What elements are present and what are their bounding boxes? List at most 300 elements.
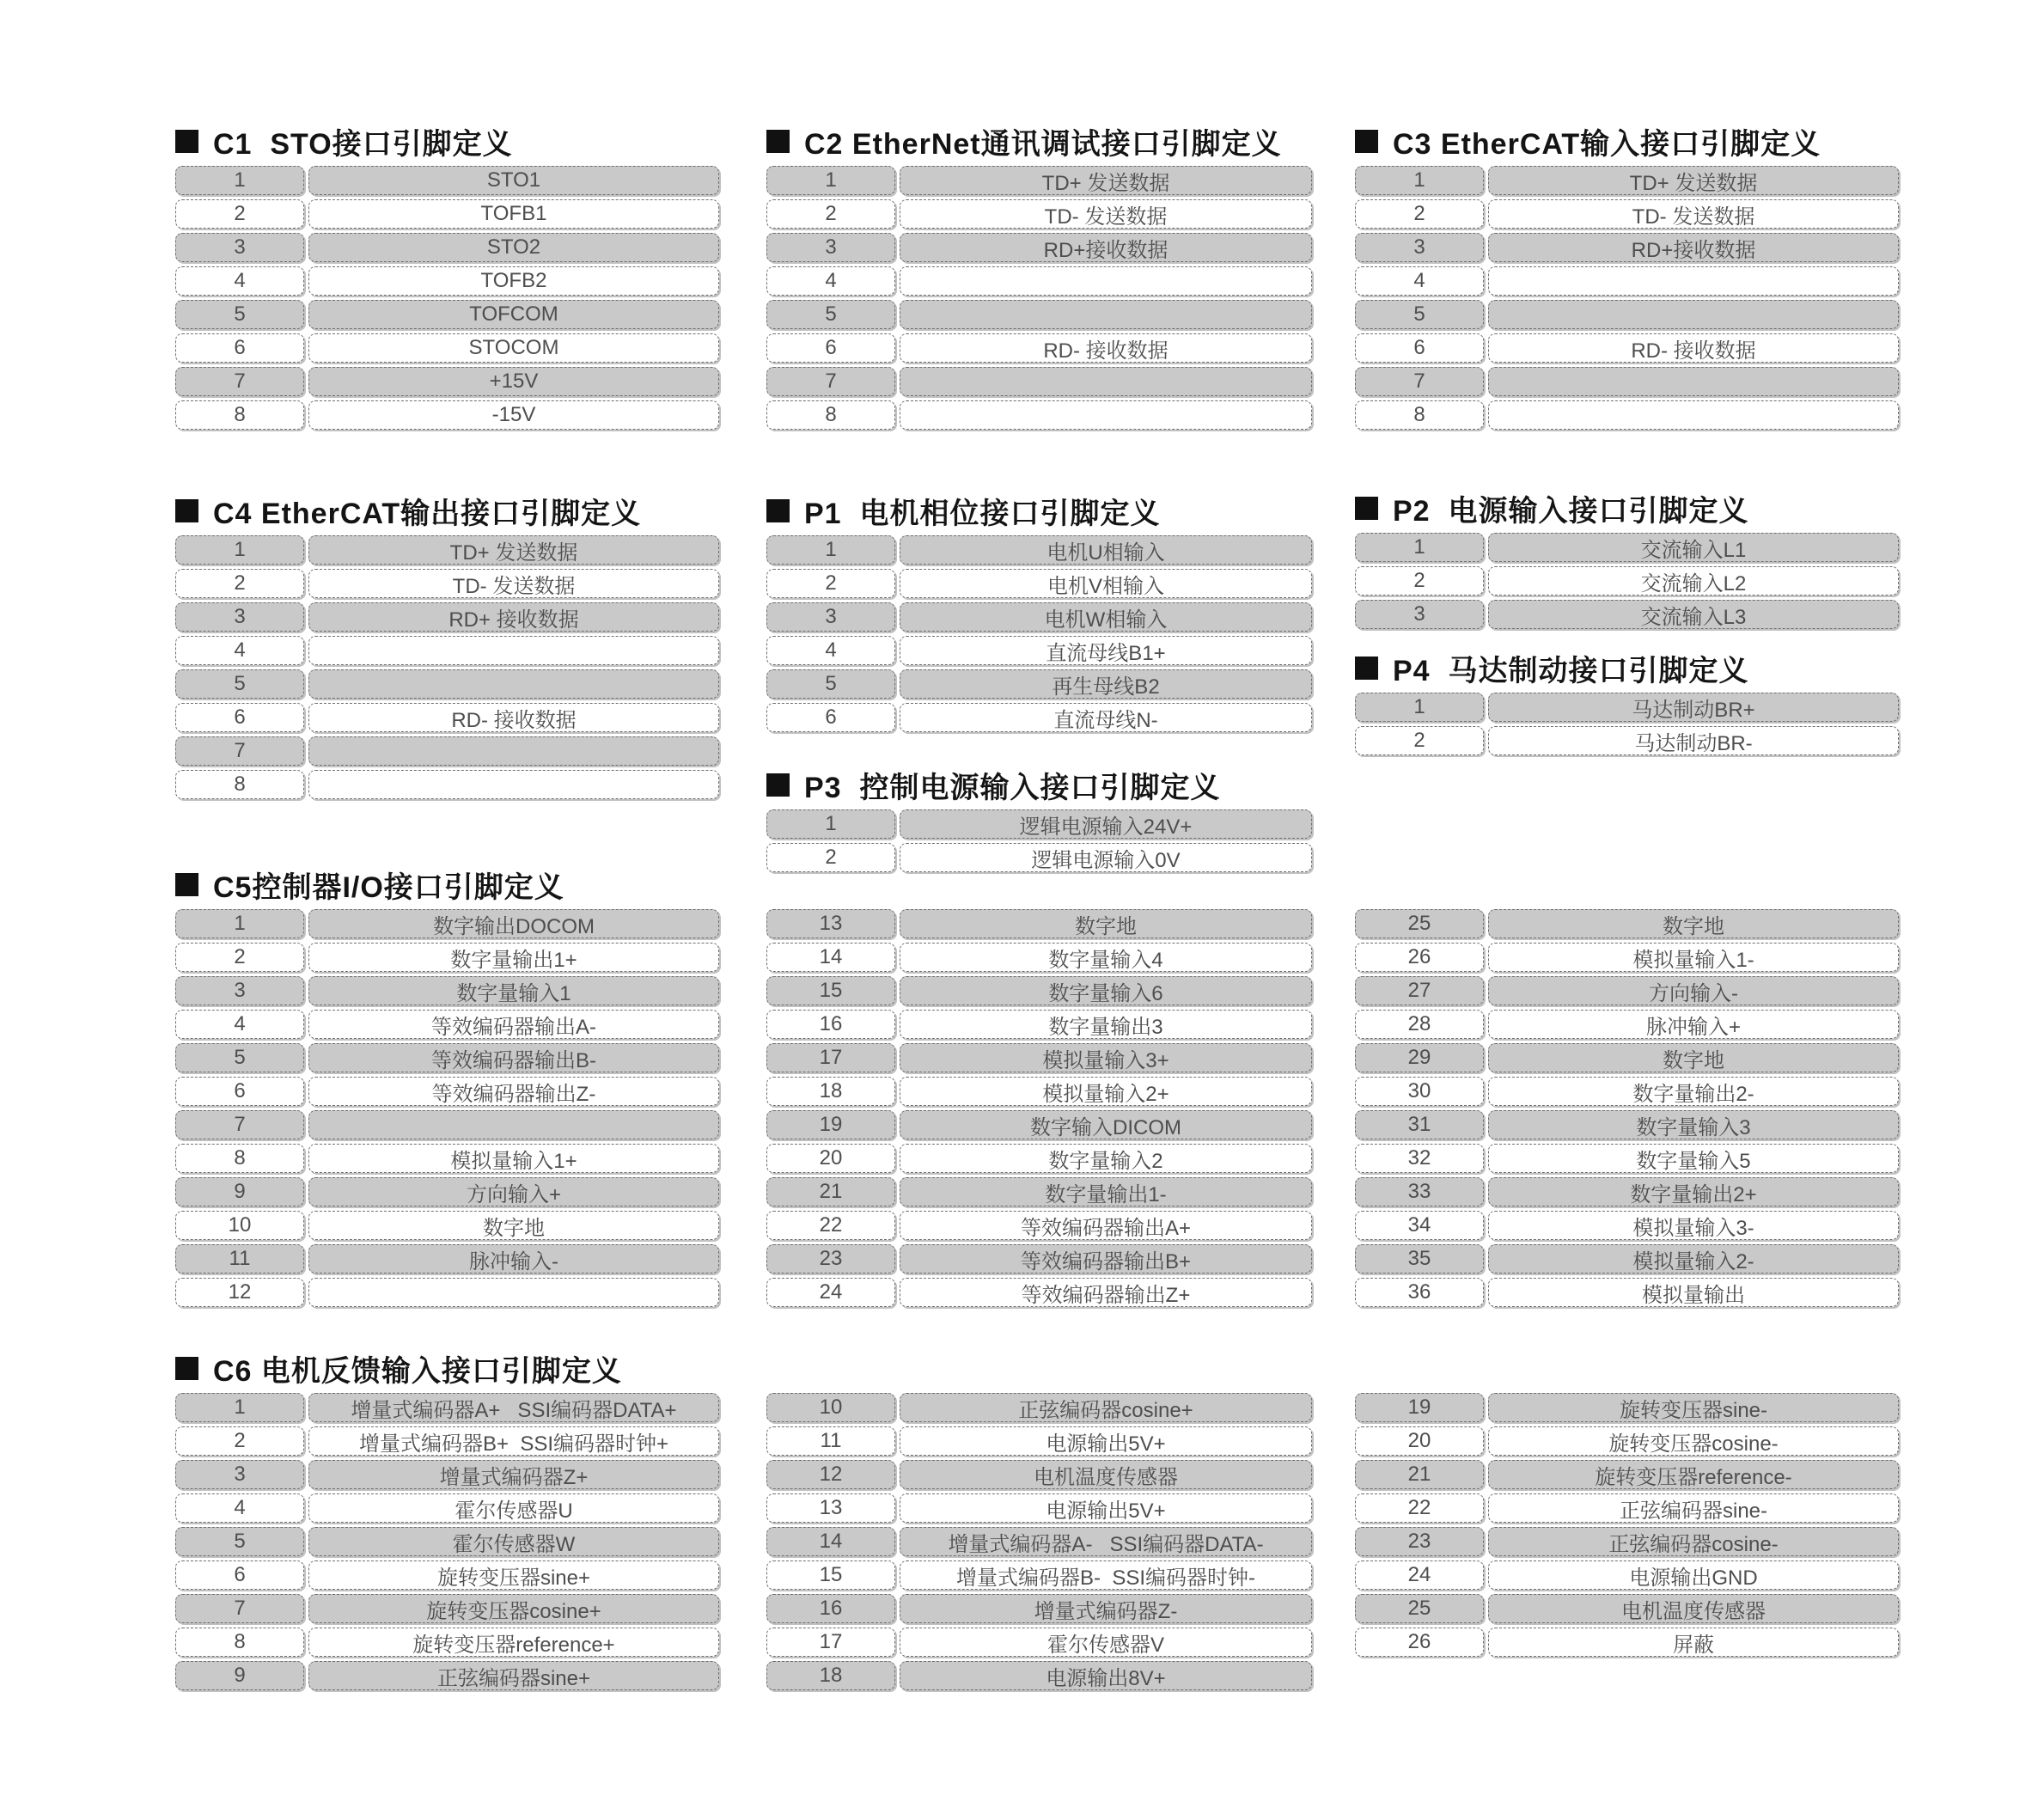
pin-number-cell: 17 bbox=[766, 1043, 895, 1072]
pin-number-cell: 2 bbox=[175, 943, 304, 972]
pin-number-cell: 1 bbox=[766, 166, 895, 195]
pin-row bbox=[175, 333, 719, 363]
pin-row bbox=[766, 1661, 1312, 1690]
pin-row bbox=[766, 943, 1312, 972]
pin-row bbox=[175, 1244, 719, 1273]
section-c4-title bbox=[175, 492, 719, 529]
section-p1-title bbox=[766, 492, 1312, 529]
pin-row bbox=[766, 669, 1312, 699]
section-p2 bbox=[1355, 489, 1899, 633]
section-bullet-icon bbox=[175, 130, 198, 153]
pin-table-p1 bbox=[766, 535, 1312, 732]
pin-row bbox=[175, 1460, 719, 1489]
pin-row bbox=[1355, 1560, 1899, 1590]
pin-description-cell: 旋转变压器cosine+ bbox=[308, 1594, 719, 1623]
pin-description-cell: 电源输出8V+ bbox=[900, 1661, 1312, 1690]
section-bullet-icon bbox=[766, 773, 790, 797]
pin-description-cell: 等效编码器输出A+ bbox=[900, 1211, 1312, 1240]
pin-row bbox=[1355, 1077, 1899, 1106]
pin-row bbox=[766, 233, 1312, 262]
pin-number-cell: 1 bbox=[766, 535, 895, 565]
pin-row bbox=[766, 809, 1312, 839]
pin-row bbox=[175, 1278, 719, 1307]
pin-row bbox=[766, 1426, 1312, 1456]
pin-description-cell: 旋转变压器sine- bbox=[1488, 1393, 1899, 1422]
pin-description-cell: 等效编码器输出Z+ bbox=[900, 1278, 1312, 1307]
section-p4-title bbox=[1355, 649, 1899, 687]
pin-row bbox=[1355, 1460, 1899, 1489]
pin-number-cell: 4 bbox=[766, 636, 895, 665]
pin-row bbox=[766, 1527, 1312, 1556]
pin-row bbox=[766, 1493, 1312, 1523]
pin-row bbox=[1355, 1177, 1899, 1206]
pin-description-cell bbox=[308, 1278, 719, 1307]
pin-row bbox=[175, 1661, 719, 1690]
pin-number-cell: 5 bbox=[175, 1527, 304, 1556]
pin-number-cell: 6 bbox=[175, 333, 304, 363]
pin-row bbox=[1355, 1594, 1899, 1623]
section-p3 bbox=[766, 766, 1312, 876]
pin-description-cell: 增量式编码器A+ SSI编码器DATA+ bbox=[308, 1393, 719, 1422]
pin-description-cell: 等效编码器输出B+ bbox=[900, 1244, 1312, 1273]
pin-row bbox=[766, 1077, 1312, 1106]
pin-row bbox=[1355, 533, 1899, 562]
pin-row bbox=[175, 166, 719, 195]
pin-number-cell: 2 bbox=[175, 1426, 304, 1456]
pin-number-cell: 14 bbox=[766, 943, 895, 972]
section-c5 bbox=[175, 865, 719, 1311]
pin-number-cell: 9 bbox=[175, 1661, 304, 1690]
section-bullet-icon bbox=[1355, 657, 1378, 680]
pin-description-cell bbox=[308, 770, 719, 799]
pin-row bbox=[175, 943, 719, 972]
pin-description-cell: 数字地 bbox=[1488, 1043, 1899, 1072]
section-p3-title bbox=[766, 766, 1312, 803]
section-bullet-icon bbox=[175, 873, 198, 896]
pin-row bbox=[766, 703, 1312, 732]
section-c2-title bbox=[766, 122, 1312, 160]
pin-description-cell: 数字量输出1- bbox=[900, 1177, 1312, 1206]
pin-row bbox=[175, 602, 719, 632]
pin-description-cell: 数字量输入5 bbox=[1488, 1144, 1899, 1173]
pin-description-cell bbox=[1488, 400, 1899, 430]
pin-description-cell: 电机温度传感器 bbox=[1488, 1594, 1899, 1623]
pin-description-cell: 数字量输入4 bbox=[900, 943, 1312, 972]
pin-description-cell: 数字地 bbox=[308, 1211, 719, 1240]
pin-number-cell: 10 bbox=[766, 1393, 895, 1422]
pin-description-cell: 增量式编码器B+ SSI编码器时钟+ bbox=[308, 1426, 719, 1456]
pin-row bbox=[766, 909, 1312, 938]
pin-description-cell bbox=[1488, 300, 1899, 329]
pin-description-cell: 数字输出DOCOM bbox=[308, 909, 719, 938]
pin-description-cell: 霍尔传感器U bbox=[308, 1493, 719, 1523]
pin-number-cell: 5 bbox=[175, 1043, 304, 1072]
pin-number-cell: 7 bbox=[175, 367, 304, 396]
section-c4-title-text: C4 EtherCAT输出接口引脚定义 bbox=[213, 497, 642, 530]
pin-description-cell: 方向输入+ bbox=[308, 1177, 719, 1206]
pin-number-cell: 19 bbox=[1355, 1393, 1484, 1422]
pin-number-cell: 18 bbox=[766, 1661, 895, 1690]
pin-number-cell: 34 bbox=[1355, 1211, 1484, 1240]
pin-description-cell: 数字量输入6 bbox=[900, 976, 1312, 1005]
pin-row bbox=[766, 535, 1312, 565]
pin-table-c2 bbox=[766, 166, 1312, 430]
pin-description-cell: 增量式编码器B- SSI编码器时钟- bbox=[900, 1560, 1312, 1590]
pin-row bbox=[1355, 726, 1899, 755]
pin-number-cell: 23 bbox=[766, 1244, 895, 1273]
pin-number-cell: 16 bbox=[766, 1594, 895, 1623]
pin-description-cell: 逻辑电源输入24V+ bbox=[900, 809, 1312, 839]
pin-number-cell: 4 bbox=[1355, 266, 1484, 296]
pin-row bbox=[175, 300, 719, 329]
pin-description-cell: 电源输出GND bbox=[1488, 1560, 1899, 1590]
pin-row bbox=[766, 1211, 1312, 1240]
pin-row bbox=[175, 1493, 719, 1523]
pin-number-cell: 1 bbox=[1355, 693, 1484, 722]
pin-row bbox=[175, 1010, 719, 1039]
section-p2-title bbox=[1355, 489, 1899, 527]
pin-description-cell: 正弦编码器cosine+ bbox=[900, 1393, 1312, 1422]
pin-table-c1 bbox=[175, 166, 719, 430]
section-bullet-icon bbox=[766, 130, 790, 153]
pin-row bbox=[766, 1628, 1312, 1657]
pin-description-cell: 电机U相输入 bbox=[900, 535, 1312, 565]
pin-description-cell: TOFB1 bbox=[308, 199, 719, 229]
pin-description-cell: 脉冲输入+ bbox=[1488, 1010, 1899, 1039]
pin-number-cell: 15 bbox=[766, 976, 895, 1005]
pin-row bbox=[175, 1393, 719, 1422]
pin-row bbox=[1355, 199, 1899, 229]
pin-number-cell: 25 bbox=[1355, 1594, 1484, 1623]
pin-description-cell bbox=[308, 736, 719, 766]
section-c3 bbox=[1355, 122, 1899, 434]
pin-description-cell: 脉冲输入- bbox=[308, 1244, 719, 1273]
section-c6-title bbox=[175, 1349, 719, 1387]
section-c6 bbox=[175, 1349, 719, 1695]
pin-number-cell: 1 bbox=[766, 809, 895, 839]
pin-number-cell: 1 bbox=[1355, 166, 1484, 195]
pin-number-cell: 20 bbox=[766, 1144, 895, 1173]
section-c1-title-text: C1 STO接口引脚定义 bbox=[213, 127, 513, 161]
pin-number-cell: 11 bbox=[766, 1426, 895, 1456]
pin-description-cell: 电机W相输入 bbox=[900, 602, 1312, 632]
pin-number-cell: 2 bbox=[766, 199, 895, 229]
pin-description-cell: 交流输入L3 bbox=[1488, 600, 1899, 629]
pin-row bbox=[766, 333, 1312, 363]
pin-row bbox=[175, 400, 719, 430]
pin-number-cell: 17 bbox=[766, 1628, 895, 1657]
pin-description-cell: 数字地 bbox=[1488, 909, 1899, 938]
pin-row bbox=[1355, 1043, 1899, 1072]
pin-number-cell: 3 bbox=[175, 233, 304, 262]
pin-description-cell: RD+ 接收数据 bbox=[308, 602, 719, 632]
pin-description-cell: 电源输出5V+ bbox=[900, 1426, 1312, 1456]
pin-description-cell: 模拟量输入2+ bbox=[900, 1077, 1312, 1106]
pin-description-cell: 等效编码器输出A- bbox=[308, 1010, 719, 1039]
pin-row bbox=[1355, 1110, 1899, 1139]
pin-description-cell: 旋转变压器sine+ bbox=[308, 1560, 719, 1590]
pin-number-cell: 33 bbox=[1355, 1177, 1484, 1206]
pin-number-cell: 5 bbox=[1355, 300, 1484, 329]
pin-number-cell: 16 bbox=[766, 1010, 895, 1039]
pin-table-p4 bbox=[1355, 693, 1899, 755]
pin-description-cell: 等效编码器输出Z- bbox=[308, 1077, 719, 1106]
pin-row bbox=[175, 266, 719, 296]
pin-number-cell: 15 bbox=[766, 1560, 895, 1590]
pin-description-cell: +15V bbox=[308, 367, 719, 396]
pin-number-cell: 35 bbox=[1355, 1244, 1484, 1273]
pin-description-cell: 数字量输入1 bbox=[308, 976, 719, 1005]
pin-row bbox=[175, 770, 719, 799]
pin-row bbox=[1355, 1493, 1899, 1523]
pin-description-cell: 交流输入L1 bbox=[1488, 533, 1899, 562]
section-c1-title bbox=[175, 122, 719, 160]
pin-table-c5-pins-13-24 bbox=[766, 909, 1312, 1307]
section-c3-title-text: C3 EtherCAT输入接口引脚定义 bbox=[1393, 127, 1821, 161]
pin-row bbox=[1355, 1244, 1899, 1273]
pin-row bbox=[175, 1110, 719, 1139]
pin-number-cell: 30 bbox=[1355, 1077, 1484, 1106]
section-bullet-icon bbox=[1355, 497, 1378, 520]
section-bullet-icon bbox=[175, 1357, 198, 1380]
pin-number-cell: 31 bbox=[1355, 1110, 1484, 1139]
pin-number-cell: 26 bbox=[1355, 1628, 1484, 1657]
pin-row bbox=[1355, 1278, 1899, 1307]
pin-description-cell: 方向输入- bbox=[1488, 976, 1899, 1005]
pin-description-cell: 数字量输入3 bbox=[1488, 1110, 1899, 1139]
pin-row bbox=[1355, 943, 1899, 972]
pin-number-cell: 8 bbox=[1355, 400, 1484, 430]
pin-table-c3 bbox=[1355, 166, 1899, 430]
pin-row bbox=[1355, 600, 1899, 629]
pin-description-cell: TOFCOM bbox=[308, 300, 719, 329]
pin-row bbox=[175, 535, 719, 565]
pin-number-cell: 5 bbox=[766, 669, 895, 699]
section-c5-continued-middle bbox=[766, 909, 1312, 1311]
pin-number-cell: 8 bbox=[175, 400, 304, 430]
pin-description-cell bbox=[900, 367, 1312, 396]
pin-row bbox=[1355, 1010, 1899, 1039]
pin-row bbox=[175, 636, 719, 665]
pin-row bbox=[175, 233, 719, 262]
pin-row bbox=[766, 1244, 1312, 1273]
pin-table-p2 bbox=[1355, 533, 1899, 629]
pin-row bbox=[1355, 166, 1899, 195]
pin-table-c5-pins-25-36 bbox=[1355, 909, 1899, 1307]
pin-row bbox=[1355, 909, 1899, 938]
pin-description-cell: 电源输出5V+ bbox=[900, 1493, 1312, 1523]
pin-description-cell: 马达制动BR- bbox=[1488, 726, 1899, 755]
pin-description-cell bbox=[900, 300, 1312, 329]
pin-row bbox=[175, 1628, 719, 1657]
pin-row bbox=[766, 199, 1312, 229]
section-p2-title-text: P2 电源输入接口引脚定义 bbox=[1393, 494, 1749, 528]
pin-description-cell: RD+接收数据 bbox=[900, 233, 1312, 262]
pin-number-cell: 8 bbox=[175, 770, 304, 799]
pin-row bbox=[1355, 300, 1899, 329]
pin-number-cell: 2 bbox=[1355, 566, 1484, 595]
pin-description-cell: STO1 bbox=[308, 166, 719, 195]
pin-description-cell: 模拟量输入2- bbox=[1488, 1244, 1899, 1273]
pin-number-cell: 1 bbox=[1355, 533, 1484, 562]
pin-description-cell: 正弦编码器sine+ bbox=[308, 1661, 719, 1690]
pin-row bbox=[766, 602, 1312, 632]
pin-table-c4 bbox=[175, 535, 719, 799]
section-bullet-icon bbox=[175, 499, 198, 522]
pin-row bbox=[766, 1043, 1312, 1072]
pin-row bbox=[766, 1010, 1312, 1039]
pin-row bbox=[1355, 1144, 1899, 1173]
pin-number-cell: 2 bbox=[1355, 726, 1484, 755]
pin-row bbox=[766, 976, 1312, 1005]
pin-number-cell: 13 bbox=[766, 909, 895, 938]
pin-row bbox=[175, 1426, 719, 1456]
pin-row bbox=[1355, 1393, 1899, 1422]
pin-row bbox=[175, 703, 719, 732]
pin-number-cell: 7 bbox=[175, 736, 304, 766]
pin-row bbox=[766, 1594, 1312, 1623]
pin-row bbox=[1355, 1426, 1899, 1456]
pin-description-cell: 数字地 bbox=[900, 909, 1312, 938]
pin-row bbox=[766, 1177, 1312, 1206]
section-p1 bbox=[766, 492, 1312, 736]
pin-row bbox=[766, 166, 1312, 195]
pin-number-cell: 3 bbox=[175, 976, 304, 1005]
pin-number-cell: 12 bbox=[175, 1278, 304, 1307]
pin-number-cell: 3 bbox=[1355, 233, 1484, 262]
pin-number-cell: 11 bbox=[175, 1244, 304, 1273]
pin-description-cell: RD+接收数据 bbox=[1488, 233, 1899, 262]
pin-number-cell: 29 bbox=[1355, 1043, 1484, 1072]
pin-number-cell: 3 bbox=[766, 233, 895, 262]
pin-row bbox=[1355, 1628, 1899, 1657]
pin-description-cell bbox=[308, 636, 719, 665]
section-c6-continued-right bbox=[1355, 1393, 1899, 1661]
pin-row bbox=[766, 1278, 1312, 1307]
pin-number-cell: 3 bbox=[1355, 600, 1484, 629]
pin-description-cell: 旋转变压器cosine- bbox=[1488, 1426, 1899, 1456]
pin-table-c5-pins-1-12 bbox=[175, 909, 719, 1307]
pin-description-cell: 电机V相输入 bbox=[900, 569, 1312, 598]
pin-number-cell: 3 bbox=[175, 602, 304, 632]
pin-row bbox=[766, 636, 1312, 665]
pin-description-cell bbox=[308, 1110, 719, 1139]
pin-description-cell: TOFB2 bbox=[308, 266, 719, 296]
pin-table-p3 bbox=[766, 809, 1312, 872]
section-p4-title-text: P4 马达制动接口引脚定义 bbox=[1393, 654, 1749, 687]
pin-number-cell: 2 bbox=[175, 199, 304, 229]
pin-row bbox=[175, 1527, 719, 1556]
pin-row bbox=[766, 843, 1312, 872]
pin-row bbox=[175, 199, 719, 229]
pin-description-cell bbox=[900, 400, 1312, 430]
pin-number-cell: 24 bbox=[766, 1278, 895, 1307]
pin-number-cell: 18 bbox=[766, 1077, 895, 1106]
pin-description-cell: RD- 接收数据 bbox=[1488, 333, 1899, 363]
pin-row bbox=[175, 669, 719, 699]
pin-description-cell: 直流母线B1+ bbox=[900, 636, 1312, 665]
pin-description-cell: TD+ 发送数据 bbox=[1488, 166, 1899, 195]
pin-description-cell: 数字量输出1+ bbox=[308, 943, 719, 972]
section-bullet-icon bbox=[1355, 130, 1378, 153]
pin-number-cell: 8 bbox=[175, 1628, 304, 1657]
pin-description-cell: 霍尔传感器V bbox=[900, 1628, 1312, 1657]
pin-number-cell: 21 bbox=[1355, 1460, 1484, 1489]
pin-description-cell: TD- 发送数据 bbox=[1488, 199, 1899, 229]
pin-description-cell: 数字输入DICOM bbox=[900, 1110, 1312, 1139]
pin-number-cell: 36 bbox=[1355, 1278, 1484, 1307]
pin-description-cell: 正弦编码器cosine- bbox=[1488, 1527, 1899, 1556]
pin-row bbox=[1355, 976, 1899, 1005]
pin-row bbox=[175, 736, 719, 766]
pin-row bbox=[175, 1560, 719, 1590]
pin-description-cell: 电机温度传感器 bbox=[900, 1460, 1312, 1489]
pin-number-cell: 4 bbox=[175, 1010, 304, 1039]
pin-row bbox=[1355, 1527, 1899, 1556]
pin-number-cell: 2 bbox=[175, 569, 304, 598]
pin-number-cell: 4 bbox=[175, 1493, 304, 1523]
pin-description-cell: 数字量输出2+ bbox=[1488, 1177, 1899, 1206]
pin-description-cell: -15V bbox=[308, 400, 719, 430]
pin-number-cell: 13 bbox=[766, 1493, 895, 1523]
pin-number-cell: 21 bbox=[766, 1177, 895, 1206]
pin-description-cell: 霍尔传感器W bbox=[308, 1527, 719, 1556]
pin-row bbox=[1355, 333, 1899, 363]
pin-number-cell: 9 bbox=[175, 1177, 304, 1206]
pin-row bbox=[766, 1460, 1312, 1489]
pin-description-cell: 增量式编码器A- SSI编码器DATA- bbox=[900, 1527, 1312, 1556]
pin-description-cell: TD+ 发送数据 bbox=[900, 166, 1312, 195]
pin-row bbox=[766, 300, 1312, 329]
section-c5-title bbox=[175, 865, 719, 903]
pin-number-cell: 25 bbox=[1355, 909, 1484, 938]
pin-description-cell: TD+ 发送数据 bbox=[308, 535, 719, 565]
pin-row bbox=[766, 1560, 1312, 1590]
pin-number-cell: 5 bbox=[766, 300, 895, 329]
pin-number-cell: 7 bbox=[175, 1110, 304, 1139]
pin-number-cell: 1 bbox=[175, 1393, 304, 1422]
pin-description-cell: TD- 发送数据 bbox=[900, 199, 1312, 229]
section-c1 bbox=[175, 122, 719, 434]
pin-description-cell: 模拟量输入3- bbox=[1488, 1211, 1899, 1240]
pin-number-cell: 7 bbox=[175, 1594, 304, 1623]
pin-table-c6-pins-10-18 bbox=[766, 1393, 1312, 1690]
pin-description-cell: 正弦编码器sine- bbox=[1488, 1493, 1899, 1523]
pin-row bbox=[1355, 266, 1899, 296]
pin-number-cell: 19 bbox=[766, 1110, 895, 1139]
pin-description-cell: 模拟量输入1+ bbox=[308, 1144, 719, 1173]
section-p3-title-text: P3 控制电源输入接口引脚定义 bbox=[804, 771, 1221, 804]
pin-row bbox=[175, 1077, 719, 1106]
section-p1-title-text: P1 电机相位接口引脚定义 bbox=[804, 497, 1161, 530]
pin-number-cell: 6 bbox=[175, 1560, 304, 1590]
pin-number-cell: 24 bbox=[1355, 1560, 1484, 1590]
pin-row bbox=[766, 400, 1312, 430]
pin-row bbox=[1355, 400, 1899, 430]
pin-row bbox=[766, 569, 1312, 598]
pin-number-cell: 1 bbox=[175, 909, 304, 938]
pin-number-cell: 6 bbox=[1355, 333, 1484, 363]
pin-description-cell: 再生母线B2 bbox=[900, 669, 1312, 699]
pin-description-cell: 逻辑电源输入0V bbox=[900, 843, 1312, 872]
pin-number-cell: 2 bbox=[766, 569, 895, 598]
pin-description-cell: 增量式编码器Z+ bbox=[308, 1460, 719, 1489]
pin-description-cell: 马达制动BR+ bbox=[1488, 693, 1899, 722]
pin-description-cell: 等效编码器输出B- bbox=[308, 1043, 719, 1072]
pin-number-cell: 4 bbox=[175, 636, 304, 665]
pin-description-cell: 数字量输入2 bbox=[900, 1144, 1312, 1173]
pin-table-c6-pins-1-9 bbox=[175, 1393, 719, 1690]
